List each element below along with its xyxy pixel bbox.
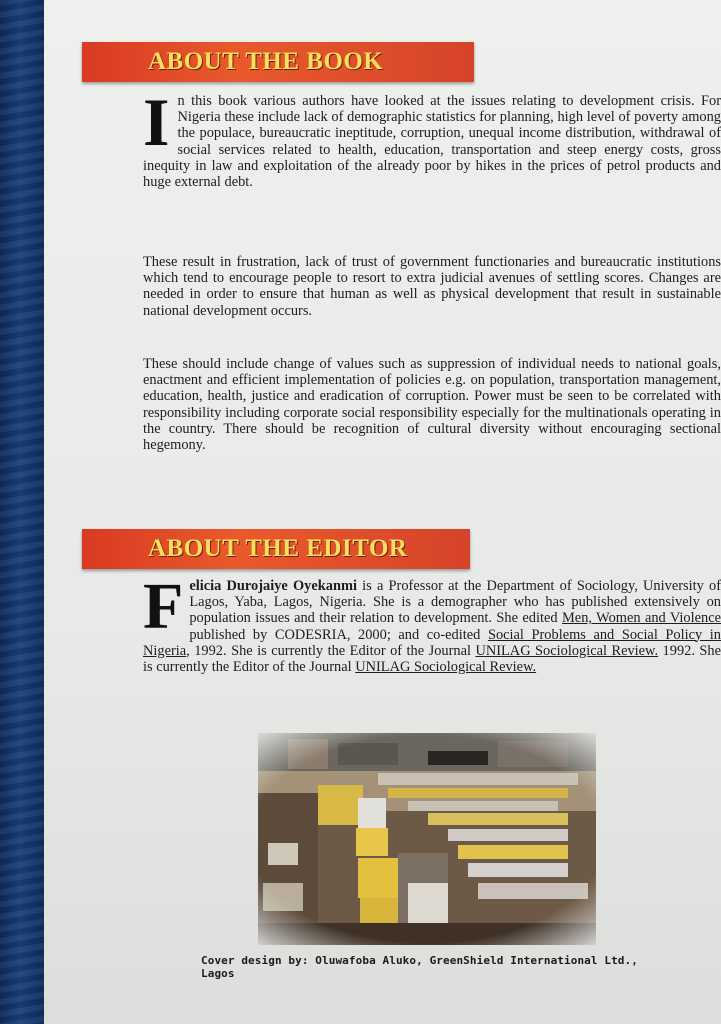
back-cover bbox=[44, 0, 721, 1024]
book-title-men-women-violence: Men, Women and Violence bbox=[562, 610, 721, 627]
cover-design-credit: Cover design by: Oluwafoba Aluko, GreenShield International Ltd., Lagos bbox=[201, 954, 638, 980]
about-book-paragraph-3: These should include change of values such as suppression of individual needs to national goals, enactment and efficient implementation of policies e.g. on population, transportation management, education, health, justice and eradication of corruption. Power must be seen to be correlated with responsibility including corporate social responsibility especially for the multinationals operating in the country. There should be recognition of cultural diversity without encouraging sectional hegemony. bbox=[143, 356, 721, 454]
paragraph-text: is a Professor at the Department of Sociology, University of Lagos, Yaba, Lagos, Nigeria. She is a demographer who has published extensively on population issues and their relation to development. She edited bbox=[189, 578, 721, 627]
paragraph-text: published by CODESRIA, 2000; and co-edited bbox=[189, 626, 488, 643]
journal-title: UNILAG Sociological Review. bbox=[475, 642, 659, 659]
paragraph-text: 1992. She is currently the Editor of the Journal bbox=[143, 642, 721, 676]
about-book-banner bbox=[82, 42, 474, 82]
about-book-paragraph-2: These result in frustration, lack of trust of government functionaries and bureaucratic institutions which tend to encourage people to resort to extra judicial avenues of settling scores. Changes are needed in order to ensure that human as well as physical development that result in sustainable national development occurs. bbox=[143, 254, 721, 319]
about-book-heading: ABOUT THE BOOK bbox=[148, 48, 384, 75]
about-editor-heading: ABOUT THE EDITOR bbox=[148, 535, 408, 562]
journal-title: UNILAG Sociological Review. bbox=[355, 659, 537, 676]
paragraph-text: , 1992. She is currently the Editor of the Journal bbox=[186, 642, 476, 659]
about-editor-paragraph bbox=[143, 570, 721, 676]
editor-name: elicia Durojaiye Oyekanmi bbox=[189, 578, 357, 594]
drop-cap-letter: F bbox=[143, 570, 184, 643]
paragraph-text: n this book various authors have looked at the issues relating to development crisis. For Nigeria these include lack of demographic statistics for planning, high level of poverty among the populace, bureaucratic ineptitude, corruption, unequal income distribution, withdrawal of social services related to health, education, transportation and steep energy costs, gross inequity in law and exploitation of the already poor by hikes in the prices of petrol products and huge external debt. bbox=[143, 93, 721, 191]
drop-cap-letter: I bbox=[143, 84, 170, 160]
book-title-social-problems: Social Problems and Social Policy in Nigeria bbox=[143, 626, 721, 659]
about-editor-banner bbox=[82, 529, 470, 569]
about-book-paragraph-1 bbox=[143, 84, 721, 191]
book-spine bbox=[0, 0, 44, 1024]
market-bus-park-photo bbox=[258, 733, 596, 945]
